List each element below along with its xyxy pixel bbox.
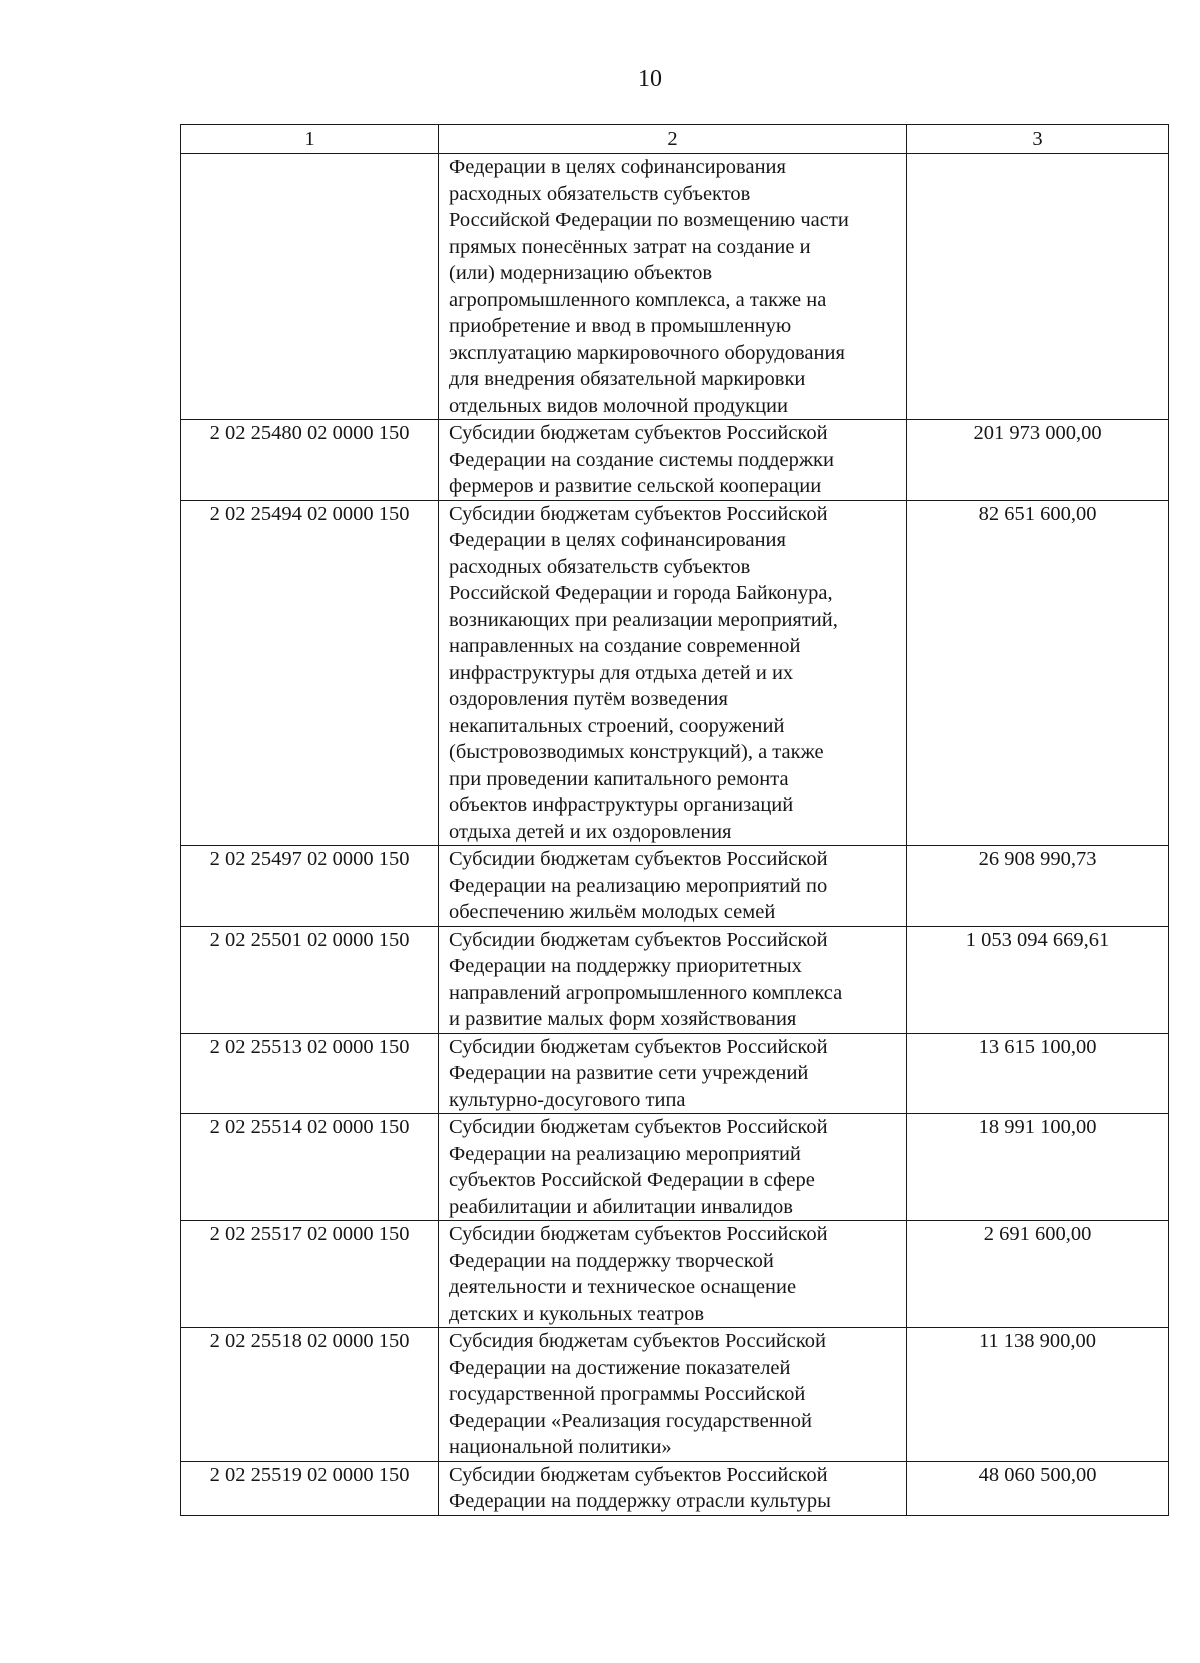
description-line: инфраструктуры для отдыха детей и их — [449, 661, 794, 684]
description-line: направлений агропромышленного комплекса — [449, 981, 843, 1004]
description-line: государственной программы Российской — [449, 1383, 806, 1405]
description-line: Субсидии бюджетам субъектов Российской — [449, 928, 828, 951]
amount-cell — [907, 154, 1169, 420]
description-line: Субсидии бюджетам субъектов Российской — [449, 1223, 828, 1245]
description-cell — [439, 1221, 907, 1328]
amount-cell: 1 053 094 669,61 — [907, 926, 1169, 1033]
description-cell — [439, 1114, 907, 1221]
description-line: Федерации на поддержку приоритетных — [449, 955, 802, 977]
table-row — [181, 926, 1169, 1033]
table-row — [181, 154, 1169, 420]
description-cell — [439, 926, 907, 1033]
income-code-cell: 2 02 25514 02 0000 150 — [181, 1114, 439, 1221]
income-code-cell: 2 02 25480 02 0000 150 — [181, 420, 439, 501]
description-line: Субсидии бюджетам субъектов Российской — [449, 422, 828, 444]
description-line: объектов инфраструктуры организаций — [449, 794, 794, 816]
description-cell — [439, 420, 907, 501]
description-line: культурно-досугового типа — [449, 1088, 686, 1111]
description-line: Федерации на развитие сети учреждений — [449, 1062, 809, 1084]
description-line: (быстровозводимых конструкций), а также — [449, 741, 824, 763]
description-line: детских и кукольных театров — [449, 1302, 705, 1325]
amount-cell: 18 991 100,00 — [907, 1114, 1169, 1221]
description-line: деятельности и техническое оснащение — [449, 1276, 797, 1298]
amount-cell: 2 691 600,00 — [907, 1221, 1169, 1328]
column-header-description: 2 — [439, 125, 907, 154]
table-row — [181, 1033, 1169, 1114]
description-line: Федерации на реализацию мероприятий — [449, 1142, 801, 1165]
table-row — [181, 1221, 1169, 1328]
description-line: Федерации на реализацию мероприятий по — [449, 874, 828, 897]
description-line: расходных обязательств субъектов — [449, 182, 751, 205]
description-line: и развитие малых форм хозяйствования — [449, 1008, 797, 1030]
table-header-row — [181, 125, 1169, 154]
description-line: Федерации в целях софинансирования — [449, 529, 786, 551]
description-line: Субсидия бюджетам субъектов Российской — [449, 1330, 827, 1352]
description-line: фермеров и развитие сельской кооперации — [449, 475, 822, 497]
income-code-cell: 2 02 25517 02 0000 150 — [181, 1221, 439, 1328]
amount-cell: 201 973 000,00 — [907, 420, 1169, 501]
description-line: Федерации на достижение показателей — [449, 1356, 791, 1379]
description-line: субъектов Российской Федерации в сфере — [449, 1169, 815, 1191]
income-code-cell — [181, 154, 439, 420]
table-row — [181, 500, 1169, 846]
description-line: Российской Федерации и города Байконура, — [449, 582, 833, 604]
amount-cell: 13 615 100,00 — [907, 1033, 1169, 1114]
description-line: обеспечению жильём молодых семей — [449, 901, 776, 923]
description-line: направленных на создание современной — [449, 635, 801, 657]
column-header-code: 1 — [181, 125, 439, 154]
description-line: для внедрения обязательной маркировки — [449, 368, 806, 390]
description-cell — [439, 500, 907, 846]
amount-cell: 82 651 600,00 — [907, 500, 1169, 846]
amount-cell: 26 908 990,73 — [907, 846, 1169, 927]
description-line: Российской Федерации по возмещению части — [449, 209, 849, 231]
income-code-cell: 2 02 25519 02 0000 150 — [181, 1461, 439, 1515]
description-line: возникающих при реализации мероприятий, — [449, 608, 838, 631]
description-line: отдельных видов молочной продукции — [449, 394, 788, 417]
table-row — [181, 420, 1169, 501]
budget-table — [180, 124, 1169, 1516]
description-cell — [439, 154, 907, 420]
description-line: Субсидии бюджетам субъектов Российской — [449, 1035, 828, 1058]
description-line: прямых понесённых затрат на создание и — [449, 235, 811, 258]
description-line: Федерации на поддержку отрасли культуры — [449, 1490, 831, 1512]
income-code-cell: 2 02 25501 02 0000 150 — [181, 926, 439, 1033]
description-cell — [439, 1328, 907, 1462]
description-line: отдыха детей и их оздоровления — [449, 820, 732, 843]
description-line: национальной политики» — [449, 1436, 672, 1458]
description-line: Субсидии бюджетам субъектов Российской — [449, 848, 828, 870]
table-row — [181, 1328, 1169, 1462]
description-line: оздоровления путём возведения — [449, 688, 728, 710]
amount-cell: 11 138 900,00 — [907, 1328, 1169, 1462]
description-cell — [439, 846, 907, 927]
description-line: Федерации на поддержку творческой — [449, 1249, 774, 1272]
amount-cell: 48 060 500,00 — [907, 1461, 1169, 1515]
table-row — [181, 1114, 1169, 1221]
description-line: некапитальных строений, сооружений — [449, 714, 785, 737]
income-code-cell: 2 02 25497 02 0000 150 — [181, 846, 439, 927]
description-line: Федерации на создание системы поддержки — [449, 448, 834, 471]
description-cell — [439, 1461, 907, 1515]
income-code-cell: 2 02 25494 02 0000 150 — [181, 500, 439, 846]
description-line: реабилитации и абилитации инвалидов — [449, 1195, 793, 1218]
description-line: Субсидии бюджетам субъектов Российской — [449, 1116, 828, 1138]
description-line: Федерации «Реализация государственной — [449, 1409, 812, 1432]
description-line: эксплуатацию маркировочного оборудования — [449, 341, 845, 364]
description-cell — [439, 1033, 907, 1114]
description-line: агропромышленного комплекса, а также на — [449, 288, 827, 311]
table-row — [181, 846, 1169, 927]
description-line: расходных обязательств субъектов — [449, 555, 751, 578]
income-code-cell: 2 02 25513 02 0000 150 — [181, 1033, 439, 1114]
table-row — [181, 1461, 1169, 1515]
column-header-amount: 3 — [907, 125, 1169, 154]
description-line: приобретение и ввод в промышленную — [449, 315, 792, 337]
description-line: Субсидии бюджетам субъектов Российской — [449, 1463, 828, 1486]
description-line: при проведении капитального ремонта — [449, 767, 789, 790]
page-number: 10 — [638, 66, 662, 92]
description-line: (или) модернизацию объектов — [449, 262, 713, 284]
income-code-cell: 2 02 25518 02 0000 150 — [181, 1328, 439, 1462]
description-line: Субсидии бюджетам субъектов Российской — [449, 502, 828, 525]
description-line: Федерации в целях софинансирования — [449, 156, 786, 178]
